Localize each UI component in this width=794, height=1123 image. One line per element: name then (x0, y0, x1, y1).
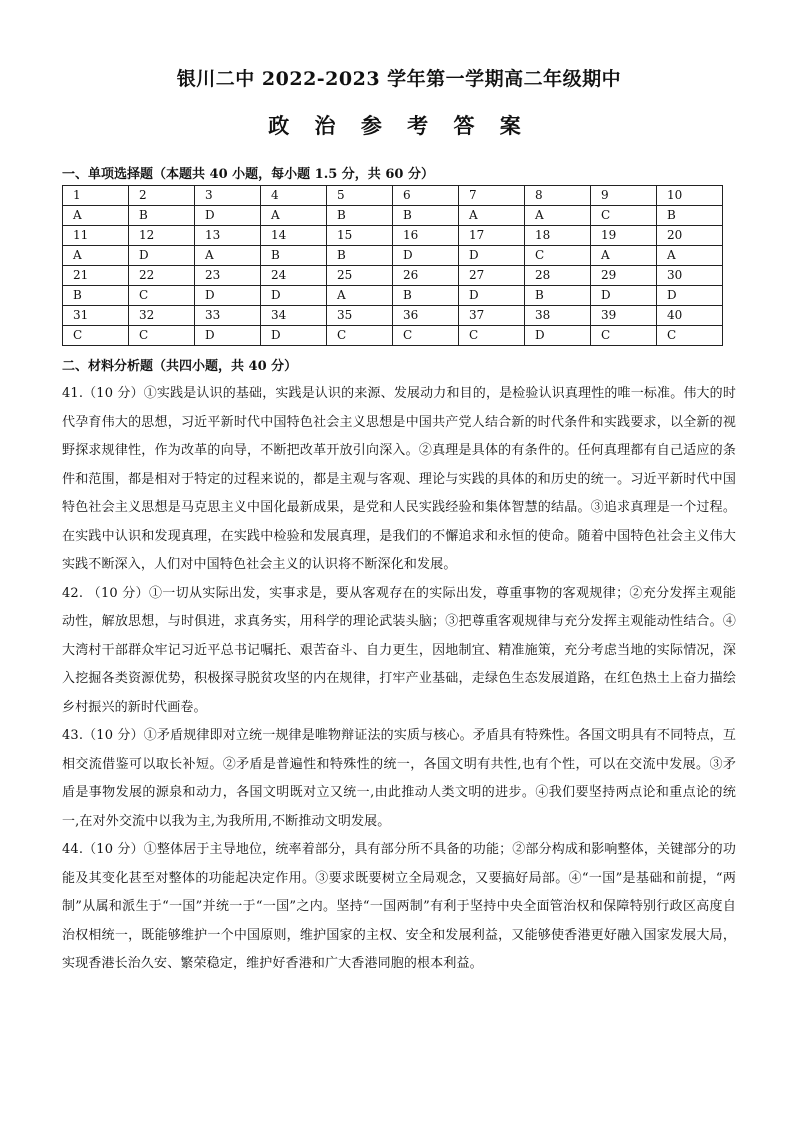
question-number-cell: 16 (393, 226, 459, 246)
section2-heading: 二、材料分析题（共四小题，共 40 分） (62, 359, 298, 374)
question-number-row (63, 186, 723, 206)
answer-cell: D (261, 286, 327, 306)
question-number-row (63, 306, 723, 326)
answer-cell: D (591, 286, 657, 306)
answer-cell: A (327, 286, 393, 306)
answer-cell: C (327, 326, 393, 346)
question-number-cell: 22 (129, 266, 195, 286)
question-number-cell: 4 (261, 186, 327, 206)
answer-cell: D (195, 286, 261, 306)
question-number-cell: 31 (63, 306, 129, 326)
question-number-cell: 10 (657, 186, 723, 206)
answer-cell: C (657, 326, 723, 346)
question-44-answer: 44.（10 分）①整体居于主导地位，统率着部分，具有部分所不具备的功能；②部分构成和影响整体，关键部分的功能及其变化甚至对整体的功能起决定作用。③要求既要树立全局观念，又要搞好局部。④“一国”是基础和前提，“两制”从属和派生于“一国”并统一于“一国”之内。坚持“一国两制”有利于坚持中央全面管治权和保障特别行政区高度自治权相统一，既能够维护一个中国原则，维护国家的主权、安全和发展利益，又能够使香港更好融入国家发展大局，实现香港长治久安、繁荣稳定，维护好香港和广大香港同胞的根本利益。 (62, 842, 736, 971)
answer-cell: D (261, 326, 327, 346)
question-number-cell: 9 (591, 186, 657, 206)
question-number-cell: 37 (459, 306, 525, 326)
answer-cell: A (525, 206, 591, 226)
answer-row (63, 246, 723, 266)
answer-cell: D (393, 246, 459, 266)
question-number-cell: 40 (657, 306, 723, 326)
answer-cell: D (459, 286, 525, 306)
answer-cell: D (129, 246, 195, 266)
answer-cell: B (327, 206, 393, 226)
question-number-cell: 2 (129, 186, 195, 206)
answer-row (63, 206, 723, 226)
answer-row (63, 326, 723, 346)
answer-cell: D (195, 326, 261, 346)
question-42-answer: 42. （10 分）①一切从实际出发，实事求是，要从客观存在的实际出发，尊重事物的客观规律；②充分发挥主观能动性，解放思想，与时俱进，求真务实，用科学的理论武装头脑；③把尊重客观规律与充分发挥主观能动性结合。④大湾村干部群众牢记习近平总书记嘱托、艰苦奋斗、自力更生，因地制宜、精准施策，充分考虑当地的实际情况，深入挖掘各类资源优势，积极探寻脱贫攻坚的内在规律，打牢产业基础，走绿色生态发展道路，在红色热土上奋力描绘乡村振兴的新时代画卷。 (62, 585, 736, 715)
answer-cell: C (591, 326, 657, 346)
question-number-cell: 12 (129, 226, 195, 246)
question-number-cell: 17 (459, 226, 525, 246)
answer-cell: A (195, 246, 261, 266)
question-number-cell: 38 (525, 306, 591, 326)
answer-cell: A (63, 246, 129, 266)
answer-cell: A (591, 246, 657, 266)
answer-key-table-body (63, 186, 723, 346)
question-number-cell: 30 (657, 266, 723, 286)
answer-cell: C (129, 326, 195, 346)
question-number-cell: 29 (591, 266, 657, 286)
answer-cell: C (129, 286, 195, 306)
question-number-cell: 19 (591, 226, 657, 246)
question-number-cell: 39 (591, 306, 657, 326)
question-number-cell: 26 (393, 266, 459, 286)
answer-cell: A (657, 246, 723, 266)
answer-cell: C (393, 326, 459, 346)
question-number-cell: 25 (327, 266, 393, 286)
answer-cell: B (63, 286, 129, 306)
question-number-cell: 23 (195, 266, 261, 286)
answer-cell: B (327, 246, 393, 266)
question-number-cell: 21 (63, 266, 129, 286)
document-title: 银川二中 2022-2023 学年第一学期高二年级期中 (176, 68, 622, 90)
document-subtitle: 政 治 参 考 答 案 (268, 113, 530, 138)
question-number-cell: 35 (327, 306, 393, 326)
question-number-cell: 24 (261, 266, 327, 286)
question-number-cell: 1 (63, 186, 129, 206)
answer-cell: B (657, 206, 723, 226)
answer-cell: D (525, 326, 591, 346)
answer-cell: D (657, 286, 723, 306)
question-number-cell: 20 (657, 226, 723, 246)
answer-cell: C (459, 326, 525, 346)
section1-heading: 一、单项选择题（本题共 40 小题，每小题 1.5 分，共 60 分） (62, 167, 434, 182)
answer-cell: A (261, 206, 327, 226)
answer-cell: B (129, 206, 195, 226)
question-number-cell: 33 (195, 306, 261, 326)
question-number-cell: 27 (459, 266, 525, 286)
answer-cell: A (459, 206, 525, 226)
question-number-cell: 13 (195, 226, 261, 246)
answer-cell: D (459, 246, 525, 266)
question-number-cell: 36 (393, 306, 459, 326)
question-number-cell: 34 (261, 306, 327, 326)
answer-cell: B (261, 246, 327, 266)
question-number-cell: 3 (195, 186, 261, 206)
answer-cell: C (525, 246, 591, 266)
question-number-cell: 18 (525, 226, 591, 246)
question-number-cell: 32 (129, 306, 195, 326)
answer-cell: B (393, 206, 459, 226)
answer-cell: C (591, 206, 657, 226)
question-41-answer: 41.（10 分）①实践是认识的基础，实践是认识的来源、发展动力和目的，是检验认识真理性的唯一标准。伟大的时代孕育伟大的思想，习近平新时代中国特色社会主义思想是中国共产党人结合新的时代条件和实践要求，以全新的视野探求规律性，作为改革的向导，不断把改革开放引向深入。②真理是具体的有条件的。任何真理都有自己适应的条件和范围，都是相对于特定的过程来说的，都是主观与客观、理论与实践的具体的和历史的统一。习近平新时代中国特色社会主义思想是马克思主义中国化最新成果，是党和人民实践经验和集体智慧的结晶。③追求真理是一个过程。在实践中认识和发现真理，在实践中检验和发展真理，是我们的不懈追求和永恒的使命。随着中国特色社会主义伟大实践不断深入，人们对中国特色社会主义的认识将不断深化和发展。 (62, 386, 736, 572)
answer-cell: B (525, 286, 591, 306)
question-number-cell: 15 (327, 226, 393, 246)
question-number-cell: 7 (459, 186, 525, 206)
answer-cell: D (195, 206, 261, 226)
answer-row (63, 286, 723, 306)
answer-cell: A (63, 206, 129, 226)
question-number-cell: 14 (261, 226, 327, 246)
question-number-cell: 5 (327, 186, 393, 206)
question-43-answer: 43.（10 分）①矛盾规律即对立统一规律是唯物辩证法的实质与核心。矛盾具有特殊性。各国文明具有不同特点，互相交流借鉴可以取长补短。②矛盾是普遍性和特殊性的统一，各国文明有共性,也有个性，可以在交流中发展。③矛盾是事物发展的源泉和动力，各国文明既对立又统一,由此推动人类文明的进步。④我们要坚持两点论和重点论的统一,在对外交流中以我为主,为我所用,不断推动文明发展。 (62, 728, 736, 829)
question-number-row (63, 266, 723, 286)
question-number-cell: 6 (393, 186, 459, 206)
answer-cell: B (393, 286, 459, 306)
answer-cell: C (63, 326, 129, 346)
answer-key-table (62, 185, 723, 346)
question-number-cell: 8 (525, 186, 591, 206)
question-number-cell: 11 (63, 226, 129, 246)
question-number-cell: 28 (525, 266, 591, 286)
question-number-row (63, 226, 723, 246)
